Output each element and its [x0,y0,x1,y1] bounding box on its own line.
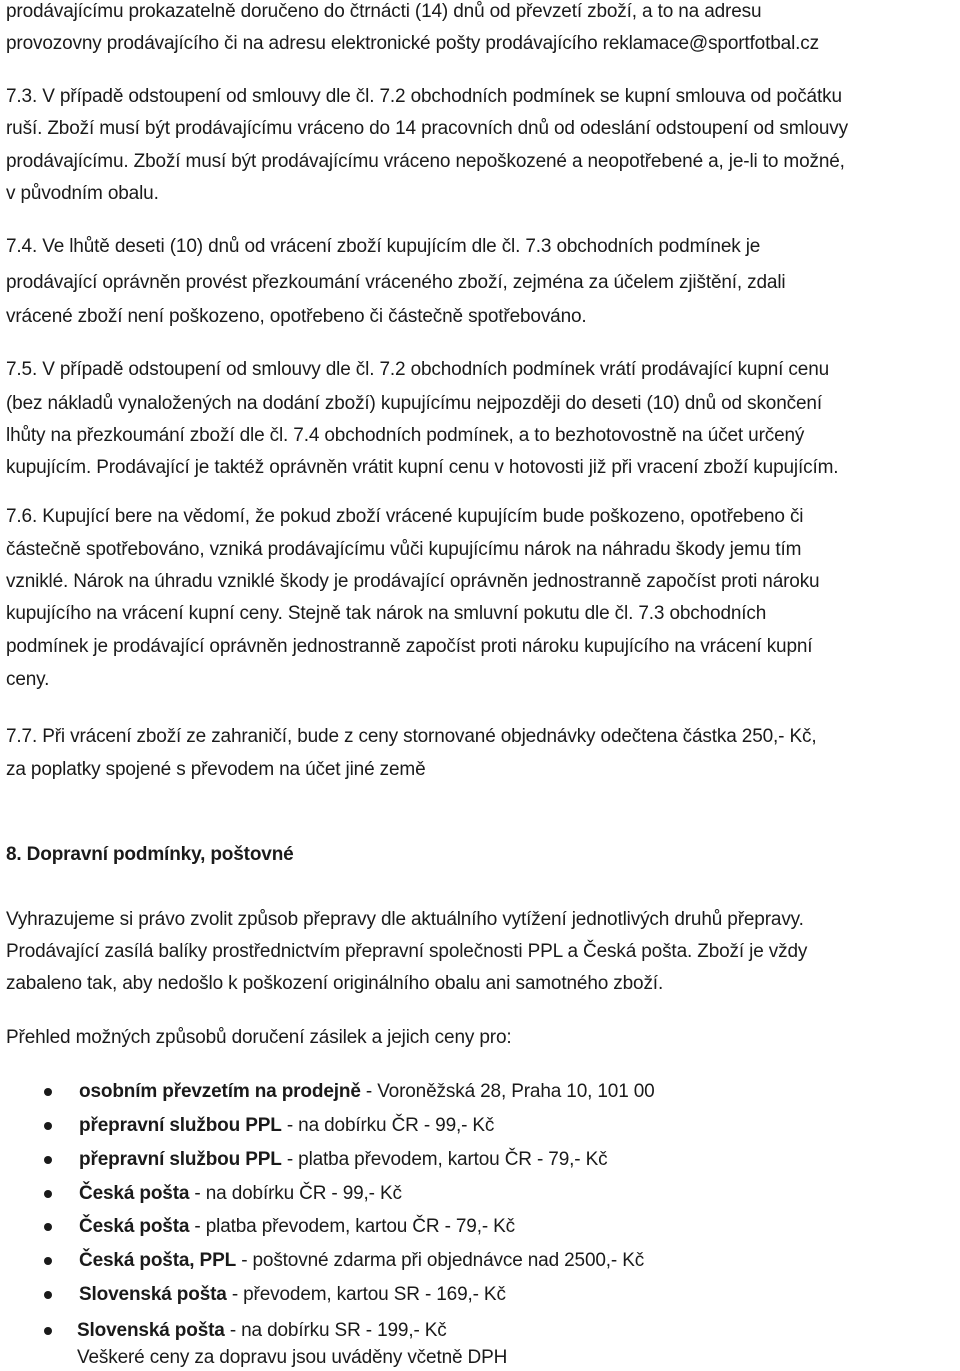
text-line: provozovny prodávajícího či na adresu elektronické pošty prodávajícího reklamace@sportfotbal.cz [6,33,819,54]
list-item-text [79,1250,644,1272]
list-item-text [79,1081,655,1103]
bullet-icon [44,1190,52,1198]
shipping-method: Česká pošta, PPL [79,1250,237,1271]
list-item-text [79,1149,607,1171]
text-line: v původním obalu. [6,183,159,204]
text-line: 7.4. Ve lhůtě deseti (10) dnů od vrácení zboží kupujícím dle čl. 7.3 obchodních podmínek je [6,236,761,257]
bullet-icon [44,1257,52,1265]
shipping-method: Slovenská pošta [77,1320,225,1341]
text-line: lhůty na přezkoumání zboží dle čl. 7.4 obchodních podmínek, a to bezhotovostně na účet určený [6,425,805,446]
text-line: Přehled možných způsobů doručení zásilek a jejich ceny pro: [6,1027,512,1048]
shipping-method: Slovenská pošta [79,1284,227,1305]
text-line: zabaleno tak, aby nedošlo k poškození originálního obalu ani samotného zboží. [6,973,664,994]
list-item-text [79,1284,506,1306]
shipping-detail: - převodem, kartou SR - 169,- Kč [226,1284,506,1305]
bullet-icon [44,1327,52,1335]
text-line: ceny. [6,669,50,690]
shipping-detail: - na dobírku SR - 199,- Kč [224,1320,447,1341]
text-line: za poplatky spojené s převodem na účet jiné země [6,759,426,780]
shipping-method: přepravní službou PPL [79,1149,282,1170]
shipping-detail: - poštovné zdarma při objednávce nad 2500,- Kč [236,1250,645,1271]
text-line: Vyhrazujeme si právo zvolit způsob přepravy dle aktuálního vytížení jednotlivých druhů přepravy. [6,909,804,930]
shipping-detail: - Voroněžská 28, Praha 10, 101 00 [360,1081,655,1102]
text-line: ruší. Zboží musí být prodávajícímu vráceno do 14 pracovních dnů od odeslání odstoupení od smlouvy [6,118,848,139]
text-line: prodávajícímu. Zboží musí být prodávajícímu vráceno nepoškozené a neopotřebené a, je-li to možné, [6,151,845,172]
shipping-method: Česká pošta [79,1216,190,1237]
text-line: 7.3. V případě odstoupení od smlouvy dle čl. 7.2 obchodních podmínek se kupní smlouva od počátku [6,86,842,107]
text-line: (bez nákladů vynaložených na dodání zboží) kupujícímu nejpozději do deseti (10) dnů od skončení [6,393,822,414]
shipping-method: Česká pošta [79,1183,190,1204]
text-line: podmínek je prodávající oprávněn jednostranně započíst proti nároku kupujícího na vrácení kupní [6,636,813,657]
bullet-icon [44,1291,52,1299]
bullet-icon [44,1156,52,1164]
text-line: kupujícím. Prodávající je taktéž oprávněn vrátit kupní cenu v hotovosti již při vracení zboží kupujícím. [6,457,839,478]
text-line: částečně spotřebováno, vzniká prodávajícímu vůči kupujícímu nárok na náhradu škody jemu tím [6,539,802,560]
list-item-text [79,1216,515,1238]
shipping-detail: - na dobírku ČR - 99,- Kč [189,1183,402,1204]
list-item-text [77,1320,447,1342]
list-item-text [79,1115,494,1137]
bullet-icon [44,1223,52,1231]
text-line: 7.7. Při vrácení zboží ze zahraničí, bude z ceny stornované objednávky odečtena částka 250,- Kč, [6,726,817,747]
text-line: vzniklé. Nárok na úhradu vzniklé škody je prodávající oprávněn jednostranně započíst proti nároku [6,571,820,592]
text-line: prodávající oprávněn provést přezkoumání vráceného zboží, zejména za účelem zjištění, zdali [6,272,786,293]
text-line: kupujícího na vrácení kupní ceny. Stejně tak nárok na smluvní pokutu dle čl. 7.3 obchodních [6,603,767,624]
list-item-text [79,1183,402,1205]
text-line: 7.5. V případě odstoupení od smlouvy dle čl. 7.2 obchodních podmínek vrátí prodávající kupní cenu [6,359,830,380]
text-line: 7.6. Kupující bere na vědomí, že pokud zboží vrácené kupujícím bude poškozeno, opotřebeno či [6,506,804,527]
shipping-method: přepravní službou PPL [79,1115,282,1136]
bullet-icon [44,1122,52,1130]
shipping-detail: - platba převodem, kartou ČR - 79,- Kč [189,1216,516,1237]
shipping-method: osobním převzetím na prodejně [79,1081,361,1102]
shipping-detail: - platba převodem, kartou ČR - 79,- Kč [281,1149,608,1170]
shipping-detail: - na dobírku ČR - 99,- Kč [281,1115,495,1136]
section-heading: 8. Dopravní podmínky, poštovné [6,844,294,865]
text-line: Prodávající zasílá balíky prostřednictvím přepravní společnosti PPL a Česká pošta. Zboží je vždy [6,941,808,962]
bullet-icon [44,1088,52,1096]
text-line: vrácené zboží není poškozeno, opotřebeno či částečně spotřebováno. [6,306,587,327]
text-line: prodávajícímu prokazatelně doručeno do čtrnácti (14) dnů od převzetí zboží, a to na adresu [6,1,762,22]
footer-note: Veškeré ceny za dopravu jsou uváděny včetně DPH [77,1347,508,1368]
